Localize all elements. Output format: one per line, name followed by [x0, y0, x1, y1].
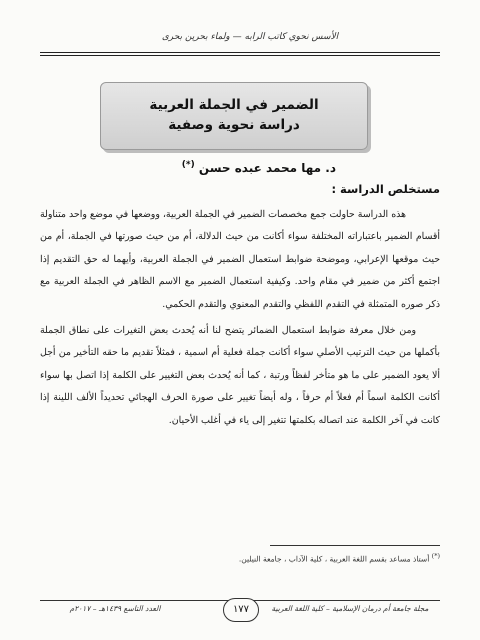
author-name: د. مها محمد عبده حسن — [198, 161, 336, 175]
abstract-body — [40, 204, 440, 432]
footer-journal: مجلة جامعة أم درمان الإسلامية – كلية اللغة العربية — [271, 604, 429, 613]
author-line — [182, 160, 336, 175]
abstract-paragraph: ومن خلال معرفة ضوابط استعمال الضمائر يتضح لنا أنه يُحدث بعض التغيرات على نطاق الجملة بأكملها من حيث الترتيب الأصلي سواء أكانت جملة فعلية أم اسمية ، فمثلاً تقديم ما حقه التأخير من أجل ألا يعود الضمير على ما هو متأخر لفظاً ورتبة ، كما أنه يُحدث بعض التغيير على الكلمة إذا اتصل بها سواء أكانت الكلمة اسماً أم فعلاً أم حرفاً ، وله أيضاً تغيير على صورة الحرف الهجائي تحديداً الألف اللينة إذا كانت في آخر الكلمة عند اتصاله بكلمتها تتغير إلى ياء في أغلب الأحيان. — [40, 325, 440, 426]
header-rule-thin — [40, 55, 440, 56]
article-subtitle: دراسة نحوية وصفية — [168, 117, 300, 133]
author-note-mark: (*) — [181, 160, 195, 170]
article-title-box — [100, 82, 368, 150]
abstract-paragraph: هذه الدراسة حاولت جمع مخصصات الضمير في الجملة العربية، ووضعها في موضع واحد متناولة أقسام الضمير باعتباراته المختلفة سواء أكانت من حيث الدلالة، أم من حيث صورتها في الجملة، أم من حيث موقعها الإعرابي، وموضحة ضوابط استعمال الضمير في الجملة العربية، وأيهما له حق التقديم إذا اجتمع أكثر من ضمير في مقام واحد. وكيفية استعمال الضمير مع الاسم الظاهر في الجملة العربية مع ذكر صوره المتمثلة في التقدم اللفظي والتقدم المعنوي والتقدم الحكمي. — [40, 209, 440, 310]
header-rule — [40, 52, 440, 53]
footnote — [40, 552, 440, 564]
footnote-text: أستاذ مساعد بقسم اللغة العربية ، كلية الآداب ، جامعة النيلين. — [238, 554, 430, 564]
footer-issue: العدد التاسع ١٤٣٩هـ – ٢٠١٧م — [69, 604, 161, 613]
footnote-rule — [270, 545, 440, 546]
footnote-mark: (*) — [431, 552, 440, 560]
abstract-heading: مستخلص الدراسة : — [331, 182, 440, 196]
article-title: الضمير في الجملة العربية — [149, 97, 319, 113]
running-header: الأسس نحوي كاتب الرابه — ولماء بحرين بحرى — [161, 32, 339, 42]
page-number: ١٧٧ — [223, 598, 259, 622]
